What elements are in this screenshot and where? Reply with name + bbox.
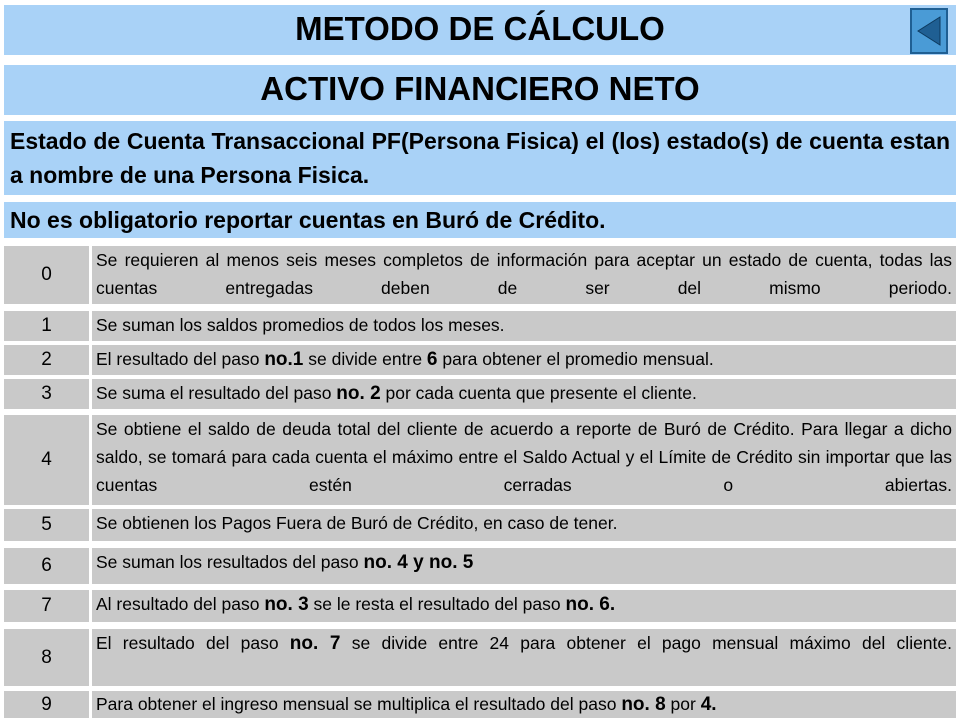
step-text: Se obtiene el saldo de deuda total del cliente de acuerdo a reporte de Buró de Crédito. Para llegar a dicho saldo, se tomará para cada cuenta el máximo entre el Saldo Actual y el Límite de Crédito sin importar que las cuentas estén cerradas o abiertas. bbox=[92, 415, 956, 505]
step-text: Se requieren al menos seis meses completos de información para aceptar un estado de cuenta, todas las cuentas entregadas deben de ser del mismo periodo. bbox=[92, 246, 956, 304]
step-number: 0 bbox=[4, 246, 89, 304]
step-text: Para obtener el ingreso mensual se multiplica el resultado del paso no. 8 por 4. bbox=[92, 691, 956, 718]
step-number: 3 bbox=[4, 379, 89, 409]
page-subtitle: ACTIVO FINANCIERO NETO bbox=[4, 65, 956, 115]
back-arrow-icon bbox=[914, 14, 944, 48]
step-number: 2 bbox=[4, 345, 89, 375]
step-text: Se suma el resultado del paso no. 2 por cada cuenta que presente el cliente. bbox=[92, 379, 956, 409]
description-banner bbox=[4, 121, 956, 195]
page-title: METODO DE CÁLCULO bbox=[4, 5, 956, 55]
step-text: Se suman los saldos promedios de todos los meses. bbox=[92, 311, 956, 341]
note-banner: No es obligatorio reportar cuentas en Buró de Crédito. bbox=[4, 202, 956, 238]
step-text: Se obtienen los Pagos Fuera de Buró de Crédito, en caso de tener. bbox=[92, 509, 956, 541]
step-number: 8 bbox=[4, 629, 89, 686]
step-number: 7 bbox=[4, 590, 89, 622]
step-number: 1 bbox=[4, 311, 89, 341]
step-number: 9 bbox=[4, 691, 89, 718]
step-number: 4 bbox=[4, 415, 89, 505]
back-button[interactable] bbox=[910, 8, 948, 54]
step-number: 6 bbox=[4, 548, 89, 584]
step-text: El resultado del paso no.1 se divide entre 6 para obtener el promedio mensual. bbox=[92, 345, 956, 375]
description-text: Estado de Cuenta Transaccional PF(Persona Fisica) el (los) estado(s) de cuenta estan a nombre de una Persona Fisica. bbox=[10, 128, 950, 188]
step-text: El resultado del paso no. 7 se divide entre 24 para obtener el pago mensual máximo del cliente. bbox=[92, 629, 956, 686]
step-text: Al resultado del paso no. 3 se le resta el resultado del paso no. 6. bbox=[92, 590, 956, 622]
step-text: Se suman los resultados del paso no. 4 y no. 5 bbox=[92, 548, 956, 584]
step-number: 5 bbox=[4, 509, 89, 541]
